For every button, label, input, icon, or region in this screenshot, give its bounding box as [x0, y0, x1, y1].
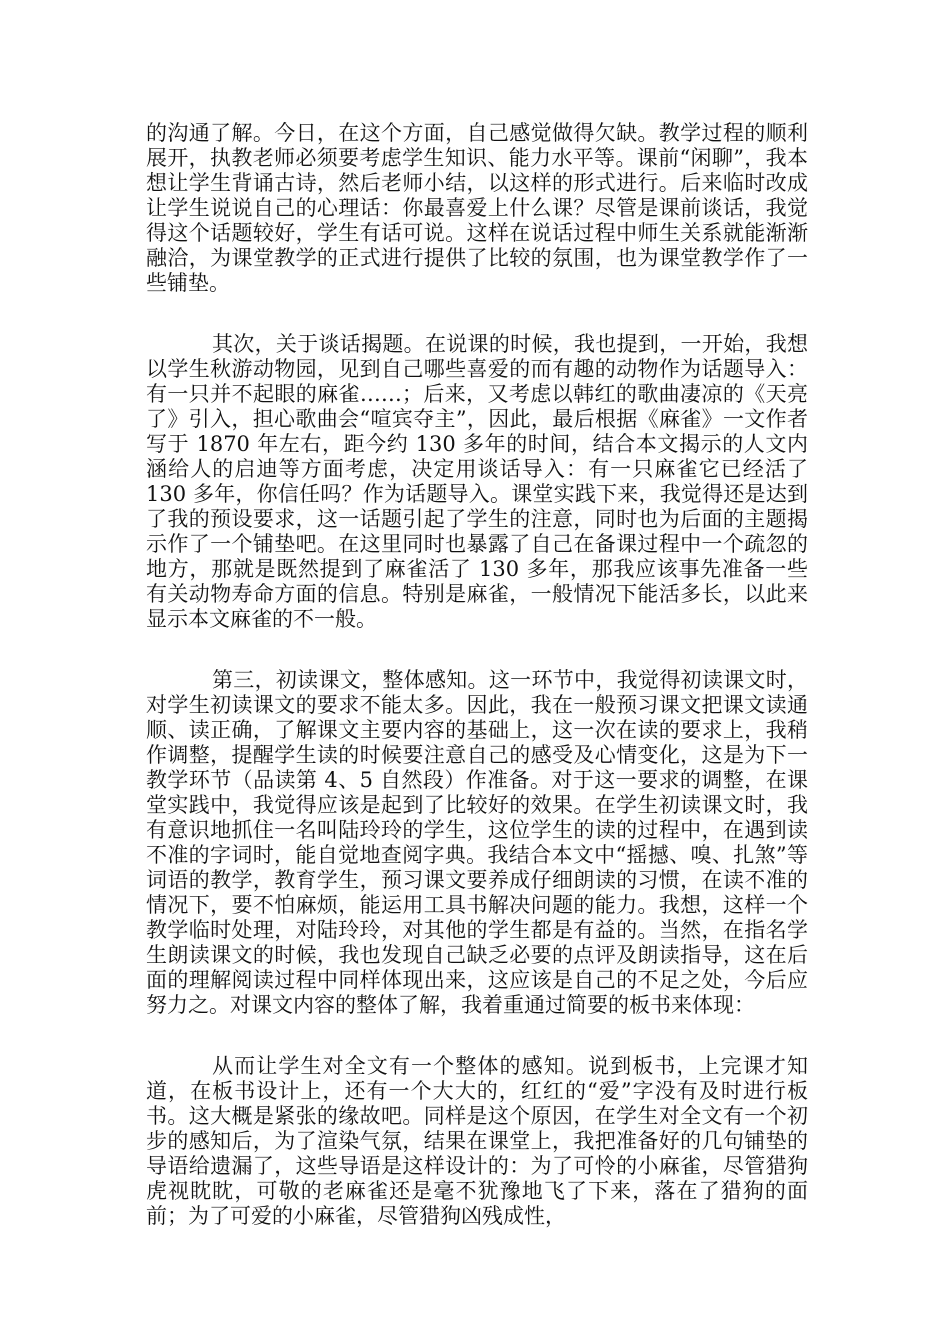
paragraph-gap: [146, 296, 808, 332]
paragraph-1: 的沟通了解。今日，在这个方面，自己感觉做得欠缺。教学过程的顺利展开，执教老师必须要考虑学生知识、能力水平等。课前“闲聊”，我本想让学生背诵古诗，然后老师小结，以这样的形式进行。后来临时改成让学生说说自己的心理话：你最喜爱上什么课？尽管是课前谈话，我觉得这个话题较好，学生有话可说。这样在说话过程中师生关系就能渐渐融洽，为课堂教学的正式进行提供了比较的氛围，也为课堂教学作了一些铺垫。: [146, 121, 808, 295]
paragraph-gap: [146, 1018, 808, 1054]
paragraph-4: 从而让学生对全文有一个整体的感知。说到板书，上完课才知道，在板书设计上，还有一个大大的，红红的“爱”字没有及时进行板书。这大概是紧张的缘故吧。同样是这个原因，在学生对全文有一个初步的感知后，为了渲染气氛，结果在课堂上，我把准备好的几句铺垫的导语给遗漏了，这些导语是这样设计的：为了可怜的小麻雀，尽管猎狗虎视眈眈，可敬的老麻雀还是毫不犹豫地飞了下来，落在了猎狗的面前；为了可爱的小麻雀，尽管猎狗凶残成性，: [146, 1054, 808, 1228]
body-text: [146, 121, 808, 1229]
paragraph-2: 其次，关于谈话揭题。在说课的时候，我也提到，一开始，我想以学生秋游动物园，见到自己哪些喜爱的而有趣的动物作为话题导入：有一只并不起眼的麻雀……；后来，又考虑以韩红的歌曲凄凉的《天亮了》引入，担心歌曲会“喧宾夺主”，因此，最后根据《麻雀》一文作者写于 1870 年左右，距今约 130 多年的时间，结合本文揭示的人文内涵给人的启迪等方面考虑，决定用谈话导入：有一只麻雀它已经活了 130 多年，你信任吗？作为话题导入。课堂实践下来，我觉得还是达到了我的预设要求，这一话题引起了学生的注意，同时也为后面的主题揭示作了一个铺垫吧。在这里同时也暴露了自己在备课过程中一个疏忽的地方，那就是既然提到了麻雀活了 130 多年，那我应该事先准备一些有关动物寿命方面的信息。特别是麻雀，一般情况下能活多长，以此来显示本文麻雀的不一般。: [146, 332, 808, 631]
paragraph-3: 第三，初读课文，整体感知。这一环节中，我觉得初读课文时，对学生初读课文的要求不能太多。因此，我在一般预习课文把课文读通顺、读正确，了解课文主要内容的基础上，这一次在读的要求上，我稍作调整，提醒学生读的时候要注意自己的感受及心情变化，这是为下一教学环节（品读第 4、5 自然段）作准备。对于这一要求的调整，在课堂实践中，我觉得应该是起到了比较好的效果。在学生初读课文时，我有意识地抓住一名叫陆玲玲的学生，这位学生的读的过程中，在遇到读不准的字词时，能自觉地查阅字典。我结合本文中“摇撼、嗅、扎煞”等词语的教学，教育学生，预习课文要养成仔细朗读的习惯，在读不准的情况下，要不怕麻烦，能运用工具书解决问题的能力。我想，这样一个教学临时处理，对陆玲玲，对其他的学生都是有益的。当然，在指名学生朗读课文的时候，我也发现自己缺乏必要的点评及朗读指导，这在后面的理解阅读过程中同样体现出来，这应该是自己的不足之处，今后应努力之。对课文内容的整体了解，我着重通过简要的板书来体现：: [146, 668, 808, 1017]
paragraph-gap: [146, 632, 808, 668]
